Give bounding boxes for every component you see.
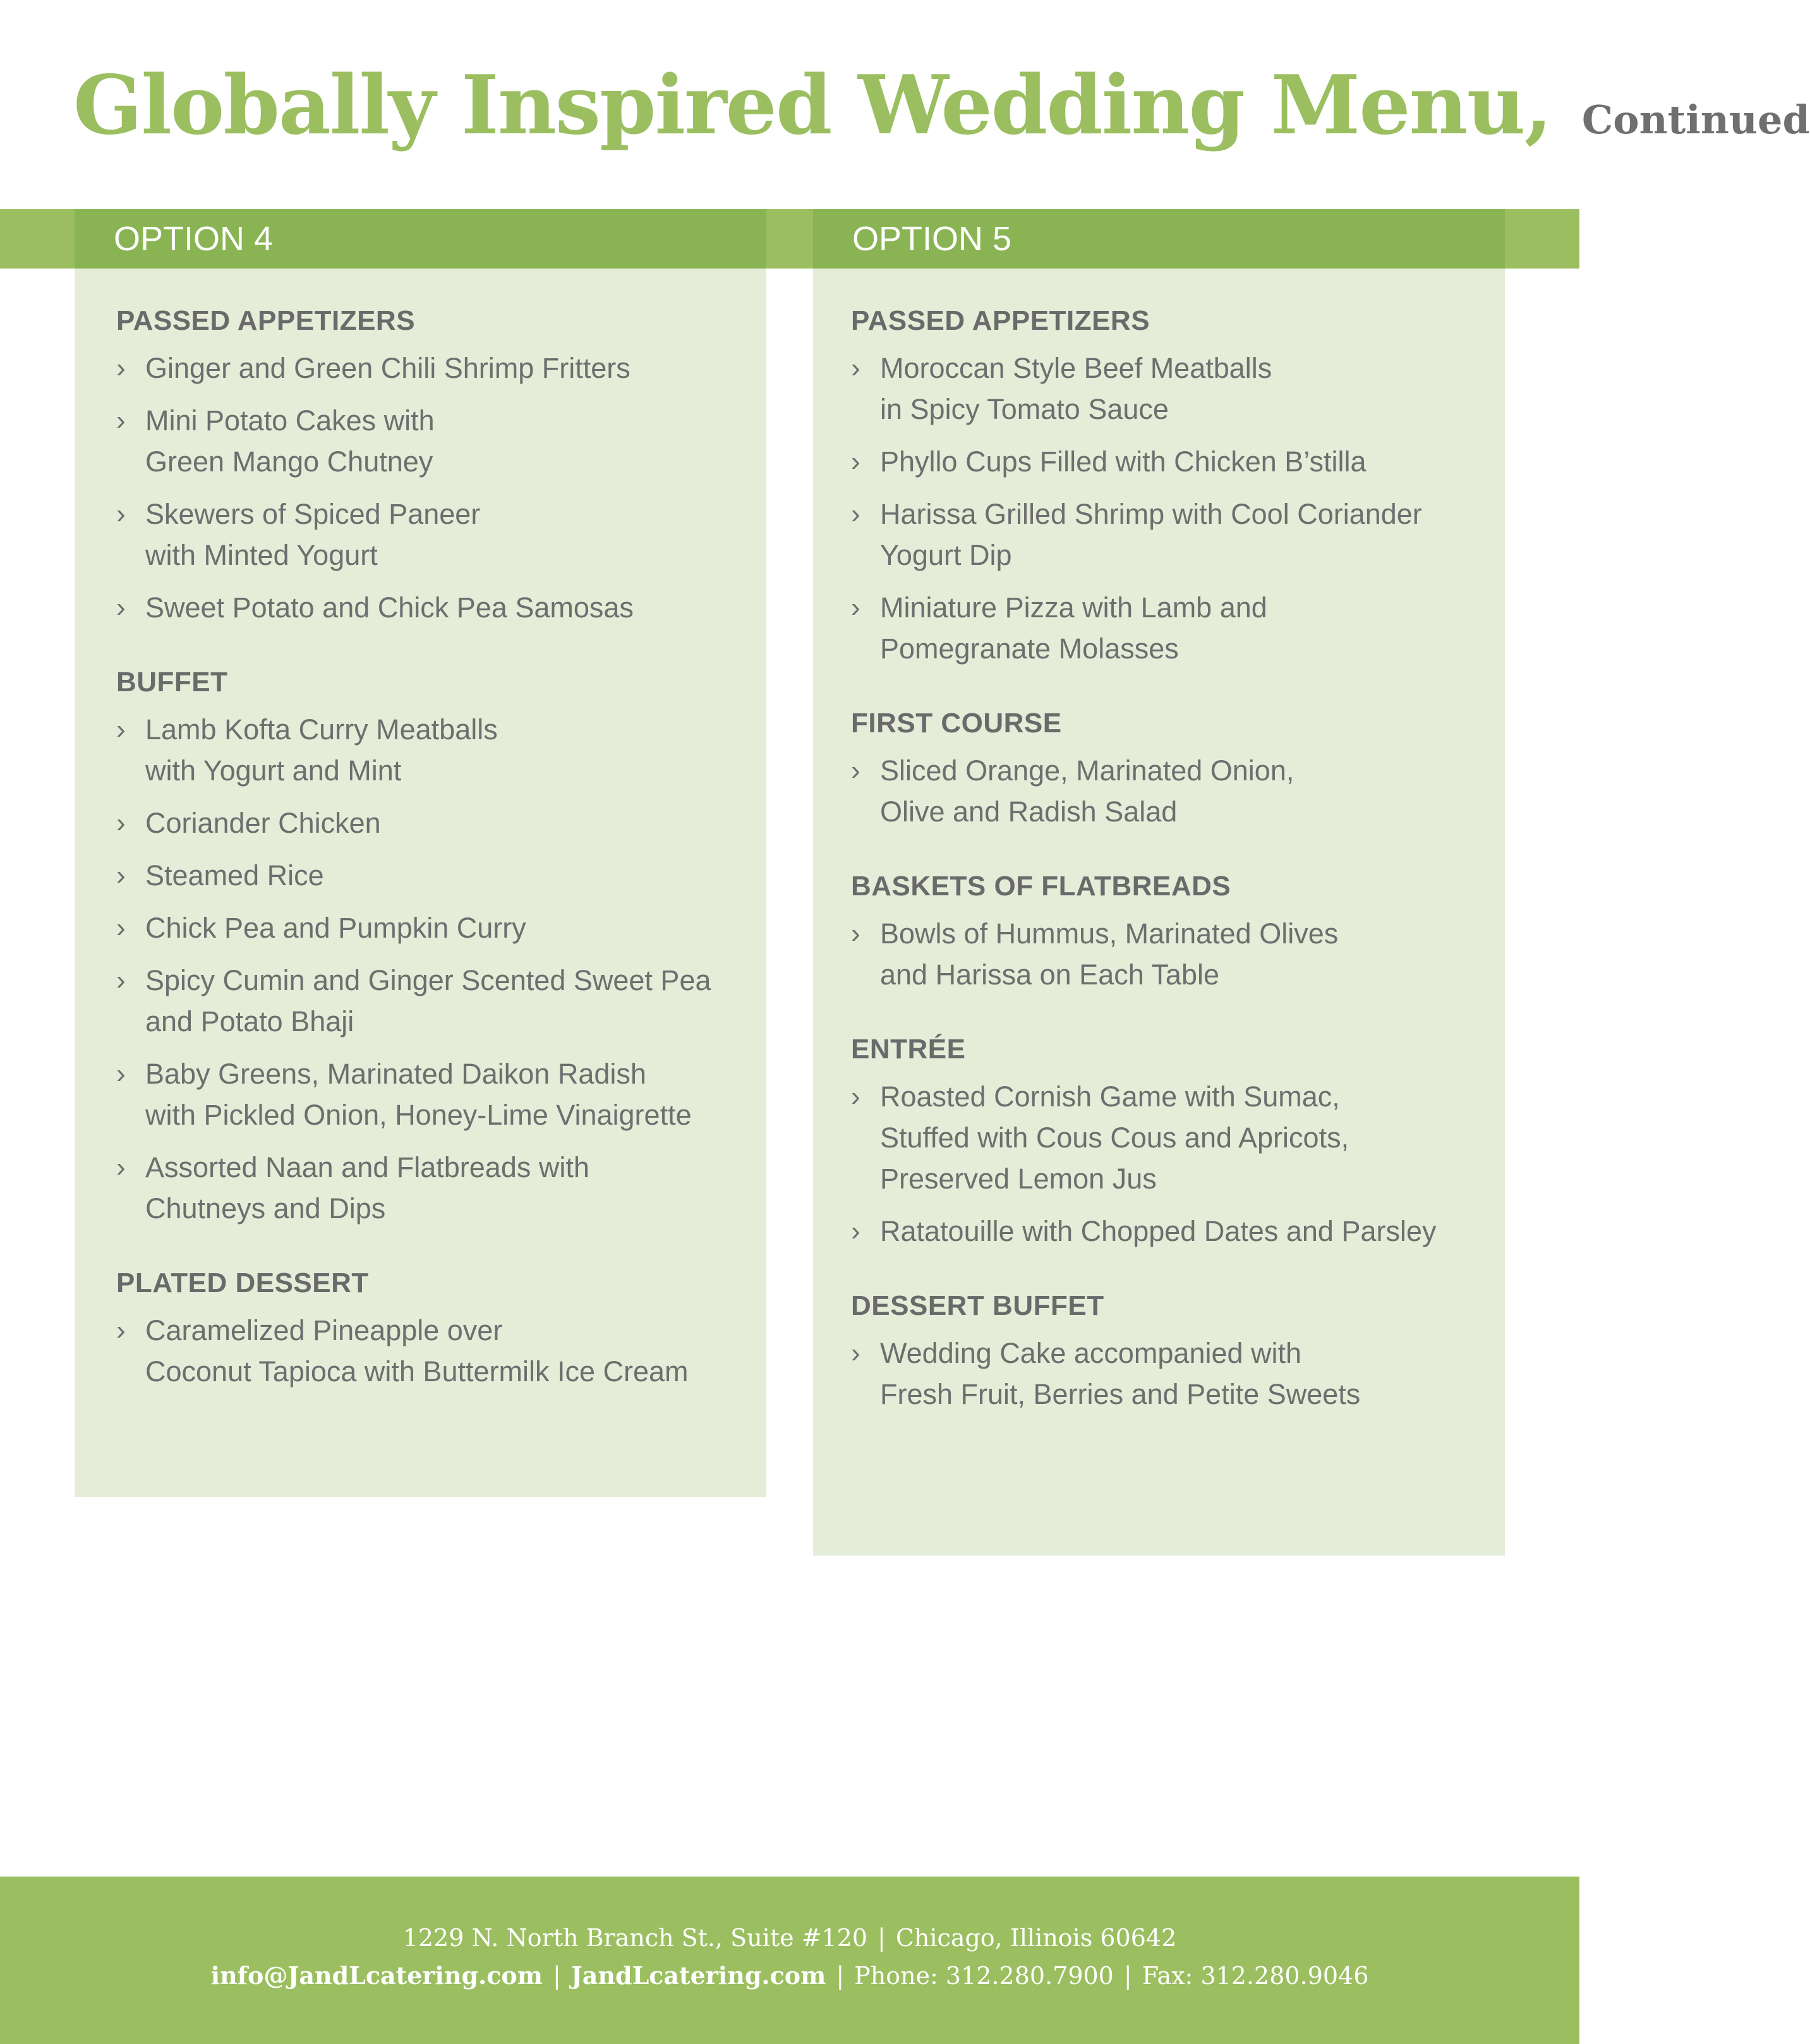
footer-email-link[interactable]: info@JandLcatering.com xyxy=(210,1961,543,1990)
menu-item-text: Skewers of Spiced Paneer xyxy=(145,498,481,530)
menu-item-text: Preserved Lemon Jus xyxy=(880,1163,1157,1195)
menu-item-text: Caramelized Pineapple over xyxy=(145,1314,503,1346)
chevron-right-icon: › xyxy=(851,1081,860,1112)
menu-item xyxy=(116,802,761,844)
section-title: ENTRÉE xyxy=(851,1034,966,1065)
menu-item-text: Coriander Chicken xyxy=(145,807,381,839)
menu-item-text: with Pickled Onion, Honey-Lime Vinaigrette xyxy=(145,1099,692,1131)
menu-section xyxy=(851,1288,1502,1415)
menu-item xyxy=(851,1076,1502,1199)
menu-item-text: with Minted Yogurt xyxy=(145,539,378,571)
menu-item xyxy=(116,1147,761,1229)
page-title xyxy=(73,58,1810,167)
footer-contact-line xyxy=(0,1960,1579,1992)
menu-item xyxy=(851,1211,1502,1252)
menu-item xyxy=(116,709,761,791)
chevron-right-icon: › xyxy=(116,1152,126,1183)
menu-item xyxy=(851,750,1502,832)
menu-section xyxy=(851,303,1502,669)
menu-item-text: Steamed Rice xyxy=(145,859,324,892)
menu-item-text: Olive and Radish Salad xyxy=(880,795,1178,828)
menu-item xyxy=(116,907,761,948)
section-title: PASSED APPETIZERS xyxy=(116,305,416,336)
chevron-right-icon: › xyxy=(116,965,126,996)
footer-fax: Fax: 312.280.9046 xyxy=(1142,1962,1369,1990)
chevron-right-icon: › xyxy=(851,1216,860,1247)
footer-separator: | xyxy=(878,1924,886,1952)
footer-website-link[interactable]: JandLcatering.com xyxy=(570,1961,826,1990)
menu-item xyxy=(851,587,1502,669)
menu-item-text: in Spicy Tomato Sauce xyxy=(880,393,1169,425)
chevron-right-icon: › xyxy=(851,592,860,623)
menu-item-text: Stuffed with Cous Cous and Apricots, xyxy=(880,1122,1349,1154)
menu-item-text: Spicy Cumin and Ginger Scented Sweet Pea xyxy=(145,964,711,996)
menu-item xyxy=(851,493,1502,576)
menu-item-text: Fresh Fruit, Berries and Petite Sweets xyxy=(880,1378,1361,1410)
footer-city: Chicago, Illinois 60642 xyxy=(895,1924,1177,1952)
chevron-right-icon: › xyxy=(851,499,860,529)
menu-item xyxy=(116,1053,761,1135)
menu-section xyxy=(116,303,761,628)
section-title: PASSED APPETIZERS xyxy=(851,305,1150,336)
menu-item xyxy=(116,1310,761,1392)
menu-item-text: Wedding Cake accompanied with xyxy=(880,1337,1302,1369)
menu-item xyxy=(851,1333,1502,1415)
menu-item xyxy=(851,913,1502,995)
chevron-right-icon: › xyxy=(851,918,860,949)
menu-item-text: and Potato Bhaji xyxy=(145,1005,354,1037)
section-title: FIRST COURSE xyxy=(851,708,1062,739)
menu-item-text: Bowls of Hummus, Marinated Olives xyxy=(880,917,1339,950)
menu-item-text: Yogurt Dip xyxy=(880,539,1012,571)
menu-item-text: Harissa Grilled Shrimp with Cool Coriander xyxy=(880,498,1422,530)
footer xyxy=(0,1877,1579,2044)
menu-section xyxy=(851,706,1502,832)
chevron-right-icon: › xyxy=(116,499,126,529)
menu-section xyxy=(116,1266,761,1392)
menu-section xyxy=(851,1032,1502,1252)
chevron-right-icon: › xyxy=(116,860,126,891)
menu-item-text: and Harissa on Each Table xyxy=(880,959,1220,991)
option-4-label: OPTION 4 xyxy=(114,220,274,258)
menu-section xyxy=(116,665,761,1229)
footer-address-line xyxy=(0,1922,1579,1954)
menu-item-text: Ratatouille with Chopped Dates and Parsley xyxy=(880,1215,1437,1247)
menu-item-text: Sliced Orange, Marinated Onion, xyxy=(880,754,1294,787)
menu-item-text: with Yogurt and Mint xyxy=(145,754,402,787)
menu-item xyxy=(851,441,1502,482)
menu-item-list xyxy=(116,1310,761,1392)
chevron-right-icon: › xyxy=(116,912,126,943)
menu-item-text: Ginger and Green Chili Shrimp Fritters xyxy=(145,352,630,384)
menu-item xyxy=(116,855,761,896)
menu-item-text: Coconut Tapioca with Buttermilk Ice Cream xyxy=(145,1355,689,1388)
chevron-right-icon: › xyxy=(116,807,126,838)
section-title: BASKETS OF FLATBREADS xyxy=(851,871,1231,902)
menu-item xyxy=(116,493,761,576)
menu-item-text: Assorted Naan and Flatbreads with xyxy=(145,1151,589,1183)
title-continued: Continued xyxy=(1581,97,1810,143)
option-4-header xyxy=(75,209,766,269)
chevron-right-icon: › xyxy=(116,353,126,384)
menu-item-list xyxy=(116,709,761,1229)
menu-item xyxy=(116,960,761,1042)
menu-item-list xyxy=(116,348,761,628)
menu-item-text: Mini Potato Cakes with xyxy=(145,404,435,437)
menu-section xyxy=(851,869,1502,995)
menu-item-list xyxy=(851,348,1502,669)
footer-separator: | xyxy=(1123,1962,1132,1990)
chevron-right-icon: › xyxy=(851,353,860,384)
menu-item-list xyxy=(851,1333,1502,1415)
menu-item-text: Moroccan Style Beef Meatballs xyxy=(880,352,1272,384)
section-title: BUFFET xyxy=(116,667,228,698)
section-title: PLATED DESSERT xyxy=(116,1267,369,1298)
menu-item-text: Pomegranate Molasses xyxy=(880,632,1179,665)
menu-item xyxy=(116,587,761,628)
section-title: DESSERT BUFFET xyxy=(851,1290,1104,1321)
chevron-right-icon: › xyxy=(116,714,126,745)
menu-item-text: Phyllo Cups Filled with Chicken B’stilla xyxy=(880,445,1367,478)
menu-item-text: Chick Pea and Pumpkin Curry xyxy=(145,912,526,944)
menu-item-list xyxy=(851,1076,1502,1252)
chevron-right-icon: › xyxy=(851,1338,860,1369)
option-5-header xyxy=(813,209,1505,269)
chevron-right-icon: › xyxy=(116,1315,126,1346)
chevron-right-icon: › xyxy=(116,592,126,623)
menu-item-text: Lamb Kofta Curry Meatballs xyxy=(145,713,498,746)
footer-address: 1229 N. North Branch St., Suite #120 xyxy=(402,1924,868,1952)
menu-item-text: Chutneys and Dips xyxy=(145,1192,386,1225)
chevron-right-icon: › xyxy=(116,1058,126,1089)
chevron-right-icon: › xyxy=(116,405,126,436)
title-main: Globally Inspired Wedding Menu, xyxy=(73,58,1552,153)
menu-item xyxy=(116,400,761,482)
chevron-right-icon: › xyxy=(851,755,860,786)
option-4-content xyxy=(116,303,761,1403)
menu-item-text: Miniature Pizza with Lamb and xyxy=(880,591,1267,624)
option-5-content xyxy=(851,303,1502,1426)
menu-item-text: Baby Greens, Marinated Daikon Radish xyxy=(145,1058,646,1090)
option-5-label: OPTION 5 xyxy=(852,220,1012,258)
footer-separator: | xyxy=(552,1962,561,1990)
menu-item-list xyxy=(851,750,1502,832)
menu-item-text: Green Mango Chutney xyxy=(145,445,433,478)
menu-item xyxy=(851,348,1502,430)
chevron-right-icon: › xyxy=(851,446,860,477)
menu-item-text: Sweet Potato and Chick Pea Samosas xyxy=(145,591,634,624)
menu-item-text: Roasted Cornish Game with Sumac, xyxy=(880,1080,1340,1113)
menu-item xyxy=(116,348,761,389)
menu-item-list xyxy=(851,913,1502,995)
footer-phone: Phone: 312.280.7900 xyxy=(854,1962,1114,1990)
footer-separator: | xyxy=(836,1962,845,1990)
